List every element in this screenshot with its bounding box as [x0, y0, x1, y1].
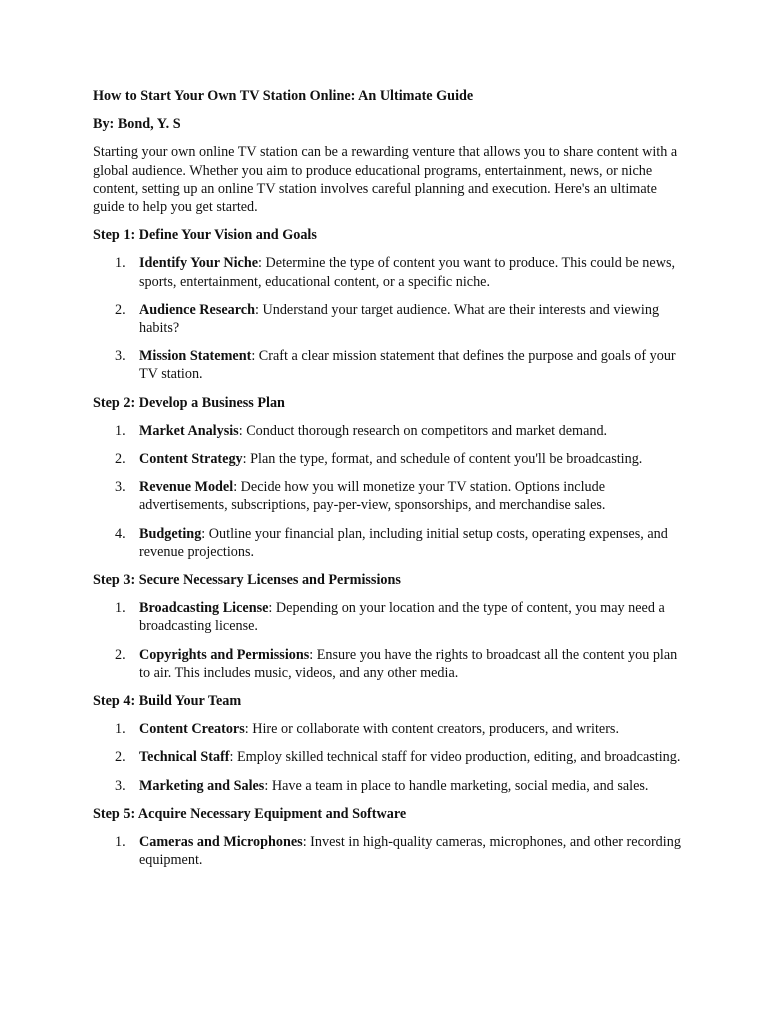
list-item-term: Content Strategy [139, 451, 243, 468]
list-item-text: : Plan the type, format, and schedule of content you'll be broadcasting. [242, 451, 643, 468]
list-item-term: Marketing and Sales [139, 777, 265, 794]
list-item [93, 525, 683, 561]
list-item-term: Cameras and Microphones [139, 834, 303, 851]
list-item [93, 833, 683, 869]
list-item [93, 646, 683, 682]
list-item-number: 4. [115, 525, 126, 542]
document-byline: By: Bond, Y. S [93, 116, 181, 133]
list-item [93, 422, 683, 440]
list-item-number: 1. [115, 255, 126, 272]
document-page [93, 87, 683, 880]
step-list [93, 422, 683, 561]
list-item-number: 3. [115, 479, 126, 496]
list-item-term: Mission Statement [139, 348, 252, 365]
step-heading: Step 5: Acquire Necessary Equipment and Software [93, 805, 407, 822]
list-item [93, 347, 683, 383]
list-item [93, 450, 683, 468]
list-item-number: 2. [115, 451, 126, 468]
list-item-term: Budgeting [139, 525, 202, 542]
step-list [93, 254, 683, 383]
list-item-number: 1. [115, 600, 126, 617]
list-item-number: 3. [115, 777, 126, 794]
list-item-text: : Craft a clear mission statement that defines the purpose and goals of your TV station. [139, 348, 676, 383]
step-list [93, 720, 683, 795]
list-item-text: : Depending on your location and the type of content, you may need a broadcasting license. [139, 600, 665, 635]
step-heading: Step 1: Define Your Vision and Goals [93, 227, 317, 244]
list-item-number: 2. [115, 646, 126, 663]
list-item-number: 2. [115, 301, 126, 318]
list-item-number: 3. [115, 348, 126, 365]
list-item [93, 599, 683, 635]
list-item-number: 2. [115, 749, 126, 766]
list-item-text: : Invest in high-quality cameras, microphones, and other recording equipment. [139, 834, 681, 869]
step-heading: Step 3: Secure Necessary Licenses and Permissions [93, 572, 401, 589]
list-item-term: Broadcasting License [139, 600, 269, 617]
list-item-number: 1. [115, 721, 126, 738]
list-item-term: Technical Staff [139, 749, 230, 766]
list-item-term: Copyrights and Permissions [139, 646, 310, 663]
list-item [93, 478, 683, 514]
intro-paragraph: Starting your own online TV station can be a rewarding venture that allows you to share content with a global audience. Whether you aim to produce educational programs, entertainment, news, or niche content, setting up an online TV station involves careful planning and execution. Here's an ultimate guide to help you get started. [93, 144, 678, 216]
list-item-term: Market Analysis [139, 422, 239, 439]
step-heading: Step 4: Build Your Team [93, 693, 242, 710]
step-heading: Step 2: Develop a Business Plan [93, 394, 285, 411]
list-item-text: : Conduct thorough research on competitors and market demand. [238, 422, 608, 439]
list-item-term: Audience Research [139, 301, 255, 318]
list-item-term: Identify Your Niche [139, 255, 259, 272]
list-item-text: : Determine the type of content you want to produce. This could be news, sports, entertainment, educational content, or a specific niche. [139, 255, 676, 290]
list-item-text: : Employ skilled technical staff for video production, editing, and broadcasting. [229, 749, 681, 766]
list-item-text: : Have a team in place to handle marketing, social media, and sales. [264, 777, 649, 794]
list-item-text: : Decide how you will monetize your TV station. Options include advertisements, subscriptions, pay-per-view, sponsorships, and merchandise sales. [139, 479, 606, 514]
list-item-number: 1. [115, 834, 126, 851]
list-item-text: : Ensure you have the rights to broadcast all the content you plan to air. This includes music, videos, and any other media. [139, 646, 678, 681]
list-item [93, 777, 683, 795]
list-item-text: : Hire or collaborate with content creators, producers, and writers. [244, 721, 619, 738]
list-item-number: 1. [115, 422, 126, 439]
list-item-term: Revenue Model [139, 479, 234, 496]
step-list [93, 833, 683, 869]
list-item [93, 301, 683, 337]
list-item-text: : Outline your financial plan, including initial setup costs, operating expenses, and revenue projections. [139, 525, 668, 560]
step-list [93, 599, 683, 682]
list-item [93, 748, 683, 766]
list-item-term: Content Creators [139, 721, 245, 738]
list-item [93, 720, 683, 738]
list-item [93, 254, 683, 290]
document-title: How to Start Your Own TV Station Online: An Ultimate Guide [93, 88, 474, 104]
list-item-text: : Understand your target audience. What are their interests and viewing habits? [139, 301, 660, 337]
